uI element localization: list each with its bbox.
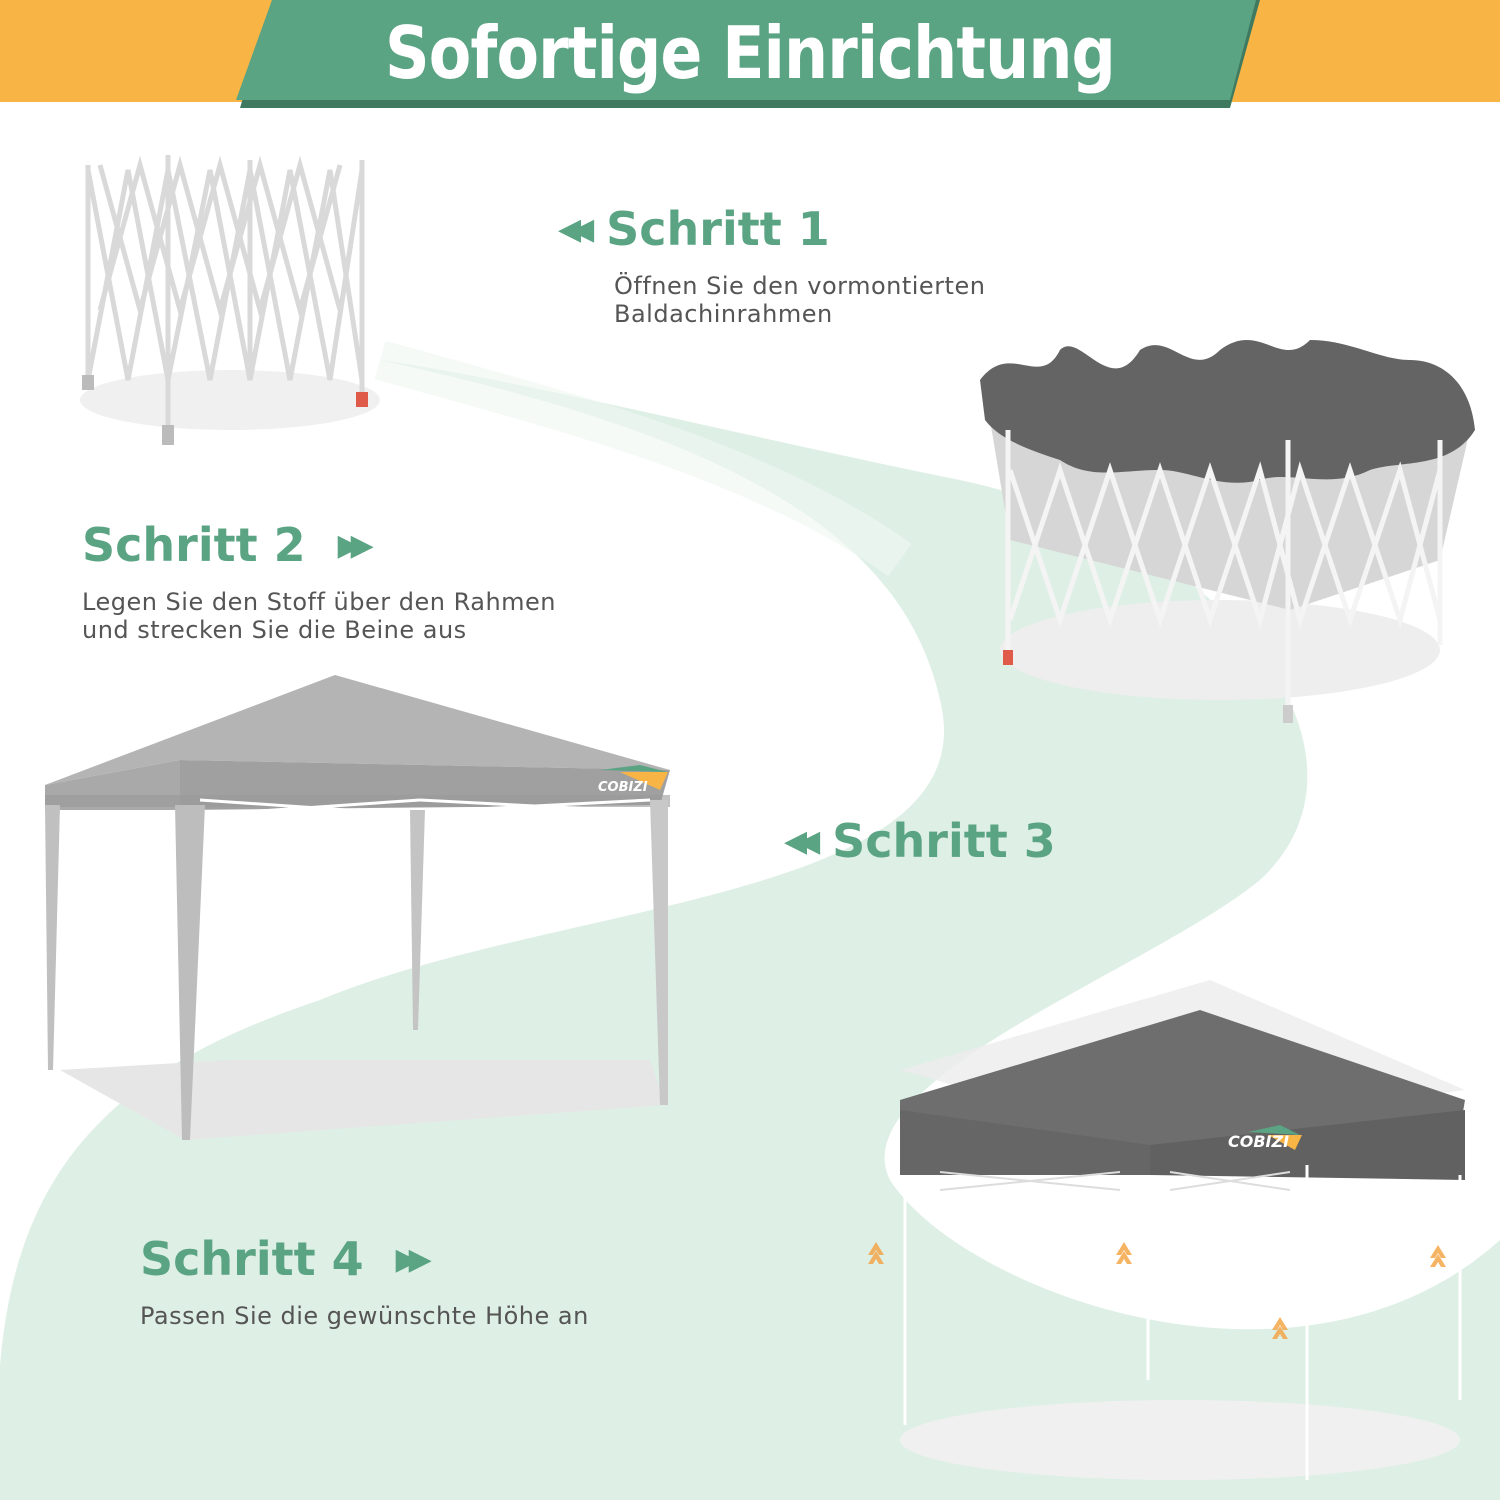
step-1-label: Schritt 1: [606, 202, 830, 256]
double-left-arrow-icon: ◀◀: [558, 211, 585, 247]
step-1-title: [558, 202, 830, 256]
step-4-title: [140, 1232, 422, 1286]
double-right-arrow-icon: ▶▶: [337, 527, 364, 563]
brand-logo: COBIZI: [1228, 1132, 1290, 1151]
step-4-description: [140, 1302, 589, 1330]
step-2-desc-line-1: Legen Sie den Stoff über den Rahmen: [82, 588, 557, 616]
step-1-desc-line-2: Baldachinrahmen: [614, 300, 833, 328]
step-1-description: [614, 272, 985, 328]
banner-accent-left: [0, 0, 280, 102]
step-2-description: [82, 588, 556, 644]
step-4-desc-line-1: Passen Sie die gewünschte Höhe an: [140, 1302, 589, 1330]
step-3-title: [784, 814, 1056, 868]
step-2-desc-line-2: und strecken Sie die Beine aus: [82, 616, 467, 644]
double-right-arrow-icon: ▶▶: [395, 1241, 422, 1277]
step-2-label: Schritt 2: [82, 518, 306, 572]
step-2-title: [82, 518, 364, 572]
step-4-label: Schritt 4: [140, 1232, 364, 1286]
page-title: Sofortige Einrichtung: [384, 11, 1116, 95]
folded-frame-illustration: [80, 155, 380, 445]
open-canopy-illustration: [45, 675, 670, 1140]
banner-accent-right: [1220, 0, 1500, 102]
frame-with-fabric-illustration: [980, 340, 1475, 723]
step-1-desc-line-1: Öffnen Sie den vormontierten: [614, 272, 986, 300]
double-left-arrow-icon: ◀◀: [784, 823, 811, 859]
brand-logo: COBIZI: [598, 780, 648, 795]
step-3-label: Schritt 3: [832, 814, 1056, 868]
